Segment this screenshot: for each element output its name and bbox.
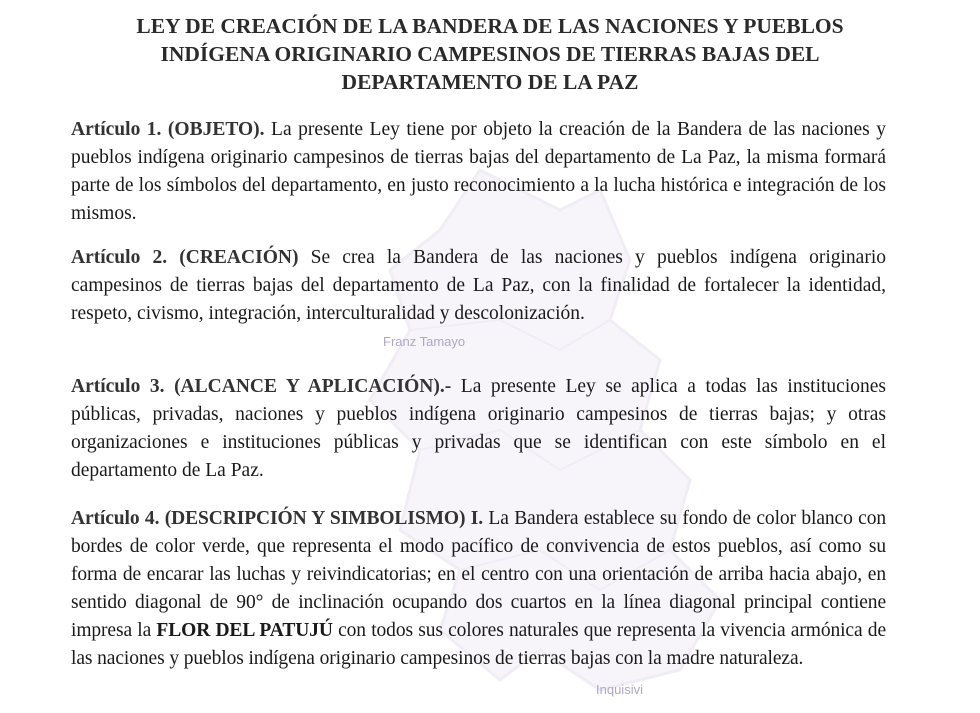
title-line: INDÍGENA ORIGINARIO CAMPESINOS DE TIERRAS BAJAS DEL (160, 42, 820, 66)
watermark-label-inquisivi: Inquisivi (596, 682, 643, 697)
watermark-label-franz-tamayo: Franz Tamayo (383, 334, 466, 349)
article-body: La Bandera establece su fondo de color blanco con bordes de color verde, que representa el modo pacífico de convivencia de estos pueblos, así como su forma de encarar las luchas y reivindicatorias; en el centro con una orientación de arriba hacia abajo, en sentido diagonal de 90° de inclinación ocupando dos cuartos en la línea diagonal principal contiene impresa la (71, 508, 886, 641)
article-body: con todos sus colores naturales que representa la vivencia armónica de las naciones y pueblos indígena originario campesinos de tierras bajas con la madre naturaleza. (71, 620, 887, 669)
title-line: LEY DE CREACIÓN DE LA BANDERA DE LAS NACIONES Y PUEBLOS (136, 14, 844, 38)
article-3 (71, 373, 886, 485)
article-body: Se crea la Bandera de las naciones y pueblos indígena originario campesinos de tierras bajas del departamento de La Paz, con la finalidad de fortalecer la identidad, respeto, civismo, integración, interculturalidad y descolonización. (71, 247, 886, 324)
article-1 (71, 116, 886, 228)
article-body: La presente Ley tiene por objeto la creación de la Bandera de las naciones y pueblos indígena originario campesinos de tierras bajas del departamento de La Paz, la misma formará parte de los símbolos del departamento, en justo reconocimiento a la lucha histórica e integración de los mismos. (71, 119, 886, 224)
article-heading: Artículo 2. (CREACIÓN) (71, 247, 299, 268)
title-line: DEPARTAMENTO DE LA PAZ (341, 70, 639, 94)
article-heading: Artículo 1. (OBJETO). (71, 119, 265, 140)
article-body: La presente Ley se aplica a todas las instituciones públicas, privadas, naciones y pueblos indígena originario campesinos de tierras bajas; y otras organizaciones e instituciones públicas y privadas que se identifican con este símbolo en el departamento de La Paz. (71, 376, 886, 481)
article-2 (71, 244, 886, 328)
article-4 (71, 505, 886, 673)
article-emphasis: FLOR DEL PATUJÚ (156, 620, 333, 641)
document-title (60, 12, 920, 96)
article-heading: Artículo 3. (ALCANCE Y APLICACIÓN).- (71, 376, 452, 397)
article-heading: Artículo 4. (DESCRIPCIÓN Y SIMBOLISMO) I. (71, 508, 484, 529)
